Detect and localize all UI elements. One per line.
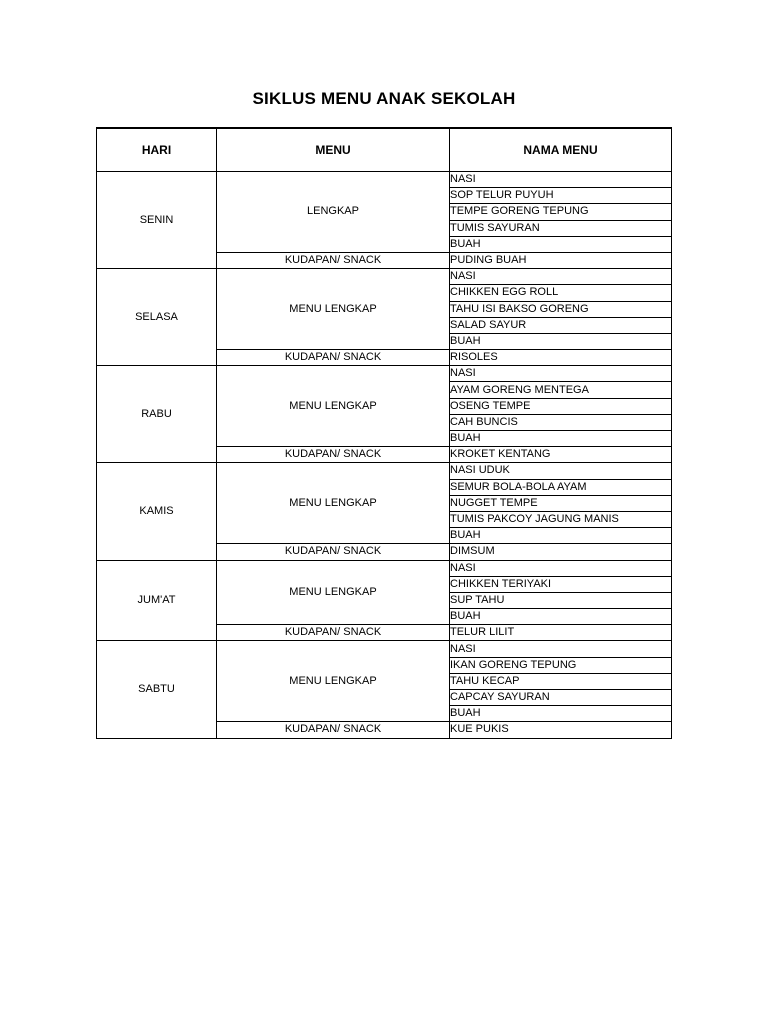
menu-item-cell: TUMIS PAKCOY JAGUNG MANIS [450,511,672,527]
document-title: SIKLUS MENU ANAK SEKOLAH [252,89,516,108]
table-row [97,560,672,576]
menu-item-cell: SEMUR BOLA-BOLA AYAM [450,479,672,495]
snack-item-cell: RISOLES [450,350,672,366]
menu-type-cell: MENU LENGKAP [217,463,450,544]
snack-label-cell: KUDAPAN/ SNACK [217,722,450,738]
table-row [97,269,672,285]
menu-item-cell: BUAH [450,333,672,349]
day-cell: SABTU [97,641,217,738]
day-cell: KAMIS [97,463,217,560]
table-row [97,641,672,657]
menu-item-cell: NASI [450,366,672,382]
menu-item-cell: CHIKKEN EGG ROLL [450,285,672,301]
menu-type-cell: MENU LENGKAP [217,269,450,350]
menu-item-cell: TEMPE GORENG TEPUNG [450,204,672,220]
snack-item-cell: KUE PUKIS [450,722,672,738]
menu-item-cell: NASI [450,641,672,657]
snack-item-cell: PUDING BUAH [450,252,672,268]
header-menu: MENU [217,128,450,172]
menu-item-cell: BUAH [450,236,672,252]
day-cell: SENIN [97,172,217,269]
menu-type-cell: LENGKAP [217,172,450,253]
menu-item-cell: IKAN GORENG TEPUNG [450,657,672,673]
menu-item-cell: CAPCAY SAYURAN [450,690,672,706]
menu-item-cell: BUAH [450,431,672,447]
snack-item-cell: KROKET KENTANG [450,447,672,463]
snack-label-cell: KUDAPAN/ SNACK [217,625,450,641]
menu-item-cell: CAH BUNCIS [450,414,672,430]
table-header [97,128,672,172]
menu-item-cell: TUMIS SAYURAN [450,220,672,236]
menu-item-cell: CHIKKEN TERIYAKI [450,576,672,592]
menu-item-cell: SALAD SAYUR [450,317,672,333]
menu-item-cell: OSENG TEMPE [450,398,672,414]
snack-item-cell: TELUR LILIT [450,625,672,641]
menu-item-cell: BUAH [450,528,672,544]
menu-item-cell: NASI [450,269,672,285]
day-cell: RABU [97,366,217,463]
day-cell: JUM'AT [97,560,217,641]
table-row [97,463,672,479]
menu-item-cell: NASI UDUK [450,463,672,479]
menu-item-cell: NASI [450,560,672,576]
snack-label-cell: KUDAPAN/ SNACK [217,544,450,560]
menu-item-cell: TAHU KECAP [450,673,672,689]
table-body [97,172,672,739]
menu-item-cell: SUP TAHU [450,592,672,608]
header-menu-name: NAMA MENU [450,128,672,172]
menu-item-cell: SOP TELUR PUYUH [450,188,672,204]
menu-item-cell: BUAH [450,609,672,625]
snack-label-cell: KUDAPAN/ SNACK [217,350,450,366]
menu-item-cell: NASI [450,172,672,188]
menu-type-cell: MENU LENGKAP [217,641,450,722]
table-row [97,172,672,188]
menu-item-cell: BUAH [450,706,672,722]
header-day: HARI [97,128,217,172]
menu-type-cell: MENU LENGKAP [217,366,450,447]
table-row [97,366,672,382]
day-cell: SELASA [97,269,217,366]
snack-label-cell: KUDAPAN/ SNACK [217,252,450,268]
header-row [97,128,672,172]
menu-table [96,127,672,739]
snack-label-cell: KUDAPAN/ SNACK [217,447,450,463]
menu-type-cell: MENU LENGKAP [217,560,450,625]
menu-item-cell: AYAM GORENG MENTEGA [450,382,672,398]
menu-item-cell: TAHU ISI BAKSO GORENG [450,301,672,317]
snack-item-cell: DIMSUM [450,544,672,560]
menu-item-cell: NUGGET TEMPE [450,495,672,511]
